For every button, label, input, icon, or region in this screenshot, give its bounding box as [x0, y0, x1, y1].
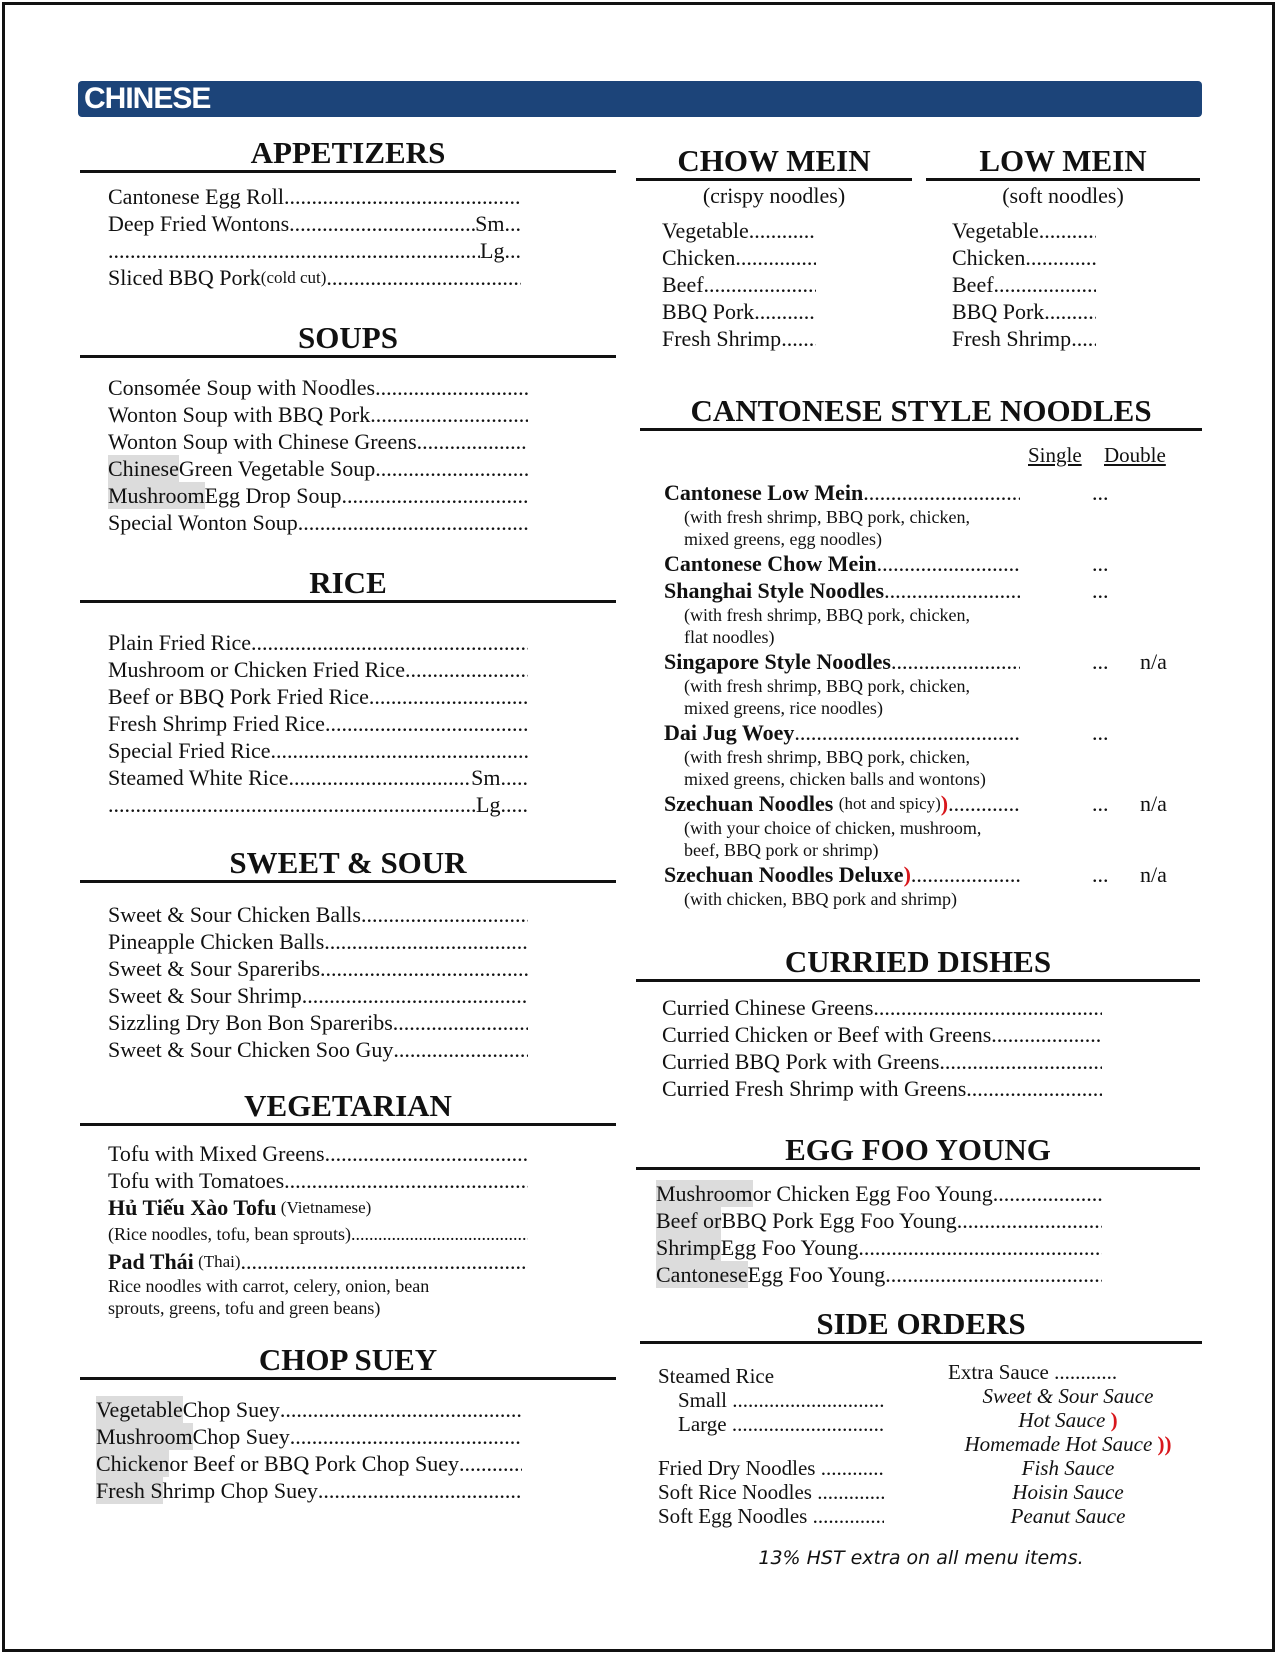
- low-mein-section: [926, 142, 1200, 352]
- menu-item: Curried Chicken or Beef with Greens .....: [662, 1021, 1102, 1048]
- menu-item: Fried Dry Noodles .....: [658, 1456, 884, 1480]
- low-mein-list: [952, 217, 1096, 352]
- menu-item: Fresh Shrimp .....: [952, 325, 1096, 352]
- menu-item: Sweet & Sour Spareribs .....: [108, 955, 528, 982]
- menu-item: Beef or BBQ Pork Fried Rice .....: [108, 683, 528, 710]
- menu-item: Small .....: [658, 1388, 884, 1412]
- chop-suey-title: CHOP SUEY: [258, 1342, 438, 1377]
- menu-item: Steamed White Rice ..... Sm .....: [108, 764, 528, 791]
- curried-section: [636, 943, 1200, 1102]
- menu-item-pad-thai: Pad Thái (Thai) .....: [108, 1248, 528, 1275]
- menu-item: Fresh Shrimp .....: [662, 325, 816, 352]
- menu-item: Beef .....: [952, 271, 1096, 298]
- menu-item: Wonton Soup with Chinese Greens .....: [108, 428, 528, 455]
- menu-item: Plain Fried Rice .....: [108, 629, 528, 656]
- chop-suey-list: [96, 1396, 522, 1504]
- side-orders-right: [948, 1360, 1188, 1528]
- menu-item: Sweet & Sour Chicken Soo Guy .....: [108, 1036, 528, 1063]
- rice-title: RICE: [309, 565, 387, 600]
- menu-item: Large .....: [658, 1412, 884, 1436]
- menu-item: Soft Egg Noodles .....: [658, 1504, 884, 1528]
- sauce-hoisin: Hoisin Sauce: [1012, 1480, 1124, 1504]
- soups-title: SOUPS: [298, 320, 398, 355]
- cantonese-noodles-list: [664, 479, 1194, 910]
- sauce-hot: Hot Sauce ): [1018, 1408, 1118, 1432]
- double-chili-pepper-icon: )): [1157, 1432, 1172, 1456]
- steamed-rice-label: Steamed Rice: [658, 1364, 775, 1388]
- tax-note: 13% HST extra on all menu items.: [758, 1547, 1084, 1569]
- menu-item: Special Wonton Soup .....: [108, 509, 528, 536]
- menu-item: Sweet & Sour Shrimp .....: [108, 982, 528, 1009]
- noodles-col-headers: [640, 431, 1202, 471]
- menu-item-hu-tieu: Hủ Tiếu Xào Tofu (Vietnamese): [108, 1195, 372, 1220]
- col-header-single: Single: [1028, 443, 1082, 467]
- menu-item: Tofu with Tomatoes .....: [108, 1167, 528, 1194]
- noodle-item: Cantonese Low Mein ..... ... (with fresh shrimp, BBQ pork, chicken, mixed greens, egg noodles): [664, 479, 1194, 550]
- low-mein-subtitle: (soft noodles): [1002, 183, 1124, 208]
- menu-item: Deep Fried Wontons ..... Sm ...: [108, 210, 521, 237]
- side-orders-section: [640, 1305, 1202, 1574]
- sauce-sweet-sour: Sweet & Sour Sauce: [982, 1384, 1154, 1408]
- menu-item: Cantonese Egg Foo Young .....: [656, 1261, 1102, 1288]
- cantonese-noodles-section: [640, 392, 1202, 910]
- menu-item: Shrimp Egg Foo Young .....: [656, 1234, 1102, 1261]
- rice-list: [108, 629, 528, 818]
- side-orders-left: [658, 1364, 884, 1528]
- curried-title: CURRIED DISHES: [784, 944, 1052, 979]
- menu-item: Consomée Soup with Noodles .....: [108, 374, 528, 401]
- low-mein-title: LOW MEIN: [979, 143, 1147, 178]
- menu-item: Curried Chinese Greens .....: [662, 994, 1102, 1021]
- section-banner-chinese: CHINESE: [78, 81, 1202, 117]
- cantonese-noodles-title: CANTONESE STYLE NOODLES: [690, 393, 1152, 428]
- extra-sauce-label: Extra Sauce .....: [948, 1360, 1118, 1384]
- noodle-item: Dai Jug Woey ..... ... (with fresh shrimp, BBQ pork, chicken, mixed greens, chicken balls and wontons): [664, 719, 1194, 790]
- menu-item: Tofu with Mixed Greens .....: [108, 1140, 528, 1167]
- noodle-item: Cantonese Chow Mein ..... ...: [664, 550, 1194, 577]
- chili-pepper-icon: ): [940, 791, 949, 816]
- menu-item: Mushroom Chop Suey .....: [96, 1423, 522, 1450]
- menu-item: Mushroom Egg Drop Soup .....: [108, 482, 528, 509]
- noodle-item: Shanghai Style Noodles ..... ... (with fresh shrimp, BBQ pork, chicken, flat noodles): [664, 577, 1194, 648]
- menu-item: Chicken .....: [662, 244, 816, 271]
- chow-mein-subtitle: (crispy noodles): [702, 183, 846, 208]
- menu-item: BBQ Pork .....: [662, 298, 816, 325]
- menu-item: Sweet & Sour Chicken Balls .....: [108, 901, 528, 928]
- left-column: [80, 134, 616, 1504]
- menu-item: Fresh Shrimp Fried Rice .....: [108, 710, 528, 737]
- menu-item: Cantonese Egg Roll .....: [108, 183, 521, 210]
- chow-mein-title: CHOW MEIN: [677, 143, 871, 178]
- chow-mein-section: [636, 142, 912, 352]
- chili-pepper-icon: ): [903, 862, 911, 887]
- menu-item: Curried Fresh Shrimp with Greens .....: [662, 1075, 1102, 1102]
- menu-item: ..... Lg .....: [108, 791, 528, 818]
- menu-item: Sliced BBQ Pork (cold cut) .....: [108, 264, 521, 291]
- vegetarian-list: [108, 1140, 528, 1319]
- noodle-item: Singapore Style Noodles ..... ... n/a (with fresh shrimp, BBQ pork, chicken, mixed greens, rice noodles): [664, 648, 1194, 719]
- menu-item-desc: (Rice noodles, tofu, bean sprouts) .....: [108, 1221, 528, 1248]
- side-orders-body: [640, 1344, 1202, 1574]
- menu-item: Chicken or Beef or BBQ Pork Chop Suey .....: [96, 1450, 522, 1477]
- sauce-peanut: Peanut Sauce: [1010, 1504, 1126, 1528]
- egg-foo-young-title: EGG FOO YOUNG: [785, 1132, 1051, 1167]
- menu-item: Special Fried Rice .....: [108, 737, 528, 764]
- menu-item: Beef or BBQ Pork Egg Foo Young .....: [656, 1207, 1102, 1234]
- sauce-fish: Fish Sauce: [1021, 1456, 1115, 1480]
- vegetarian-title: VEGETARIAN: [244, 1088, 452, 1123]
- curried-list: [662, 994, 1102, 1102]
- menu-item: Mushroom or Chicken Fried Rice .....: [108, 656, 528, 683]
- sweet-sour-title: SWEET & SOUR: [229, 845, 467, 880]
- side-orders-title: SIDE ORDERS: [816, 1306, 1026, 1341]
- chow-mein-list: [662, 217, 816, 352]
- soups-list: [108, 374, 528, 536]
- chili-pepper-icon: ): [1110, 1408, 1118, 1432]
- menu-item: BBQ Pork .....: [952, 298, 1096, 325]
- noodle-item: Szechuan Noodles (hot and spicy) ) ..... ... n/a (with your choice of chicken, mushroom, beef, BBQ pork or shrimp): [664, 790, 1194, 861]
- menu-item: Soft Rice Noodles .....: [658, 1480, 884, 1504]
- pad-thai-desc: Rice noodles with carrot, celery, onion, bean sprouts, greens, tofu and green beans): [108, 1276, 430, 1318]
- menu-item: Vegetable .....: [952, 217, 1096, 244]
- noodle-item: Szechuan Noodles Deluxe ) ..... ... n/a (with chicken, BBQ pork and shrimp): [664, 861, 1194, 910]
- menu-item: Chicken .....: [952, 244, 1096, 271]
- egg-foo-young-section: [636, 1131, 1200, 1288]
- appetizers-title: APPETIZERS: [250, 135, 446, 170]
- menu-item: Chinese Green Vegetable Soup .....: [108, 455, 528, 482]
- menu-item: ..... Lg ...: [108, 237, 521, 264]
- sauce-homemade-hot: Homemade Hot Sauce )): [964, 1432, 1172, 1456]
- menu-item: Mushroom or Chicken Egg Foo Young .....: [656, 1180, 1102, 1207]
- menu-item: Wonton Soup with BBQ Pork .....: [108, 401, 528, 428]
- menu-item: Sizzling Dry Bon Bon Spareribs .....: [108, 1009, 528, 1036]
- egg-foo-young-list: [656, 1180, 1102, 1288]
- menu-item: Vegetable Chop Suey .....: [96, 1396, 522, 1423]
- appetizers-list: [108, 183, 521, 291]
- menu-item: Beef .....: [662, 271, 816, 298]
- menu-item: Curried BBQ Pork with Greens .....: [662, 1048, 1102, 1075]
- sweet-sour-list: [108, 901, 528, 1063]
- menu-item: Vegetable .....: [662, 217, 816, 244]
- menu-item: Pineapple Chicken Balls .....: [108, 928, 528, 955]
- col-header-double: Double: [1104, 443, 1166, 467]
- menu-item: Fresh S hrimp Chop Suey .....: [96, 1477, 522, 1504]
